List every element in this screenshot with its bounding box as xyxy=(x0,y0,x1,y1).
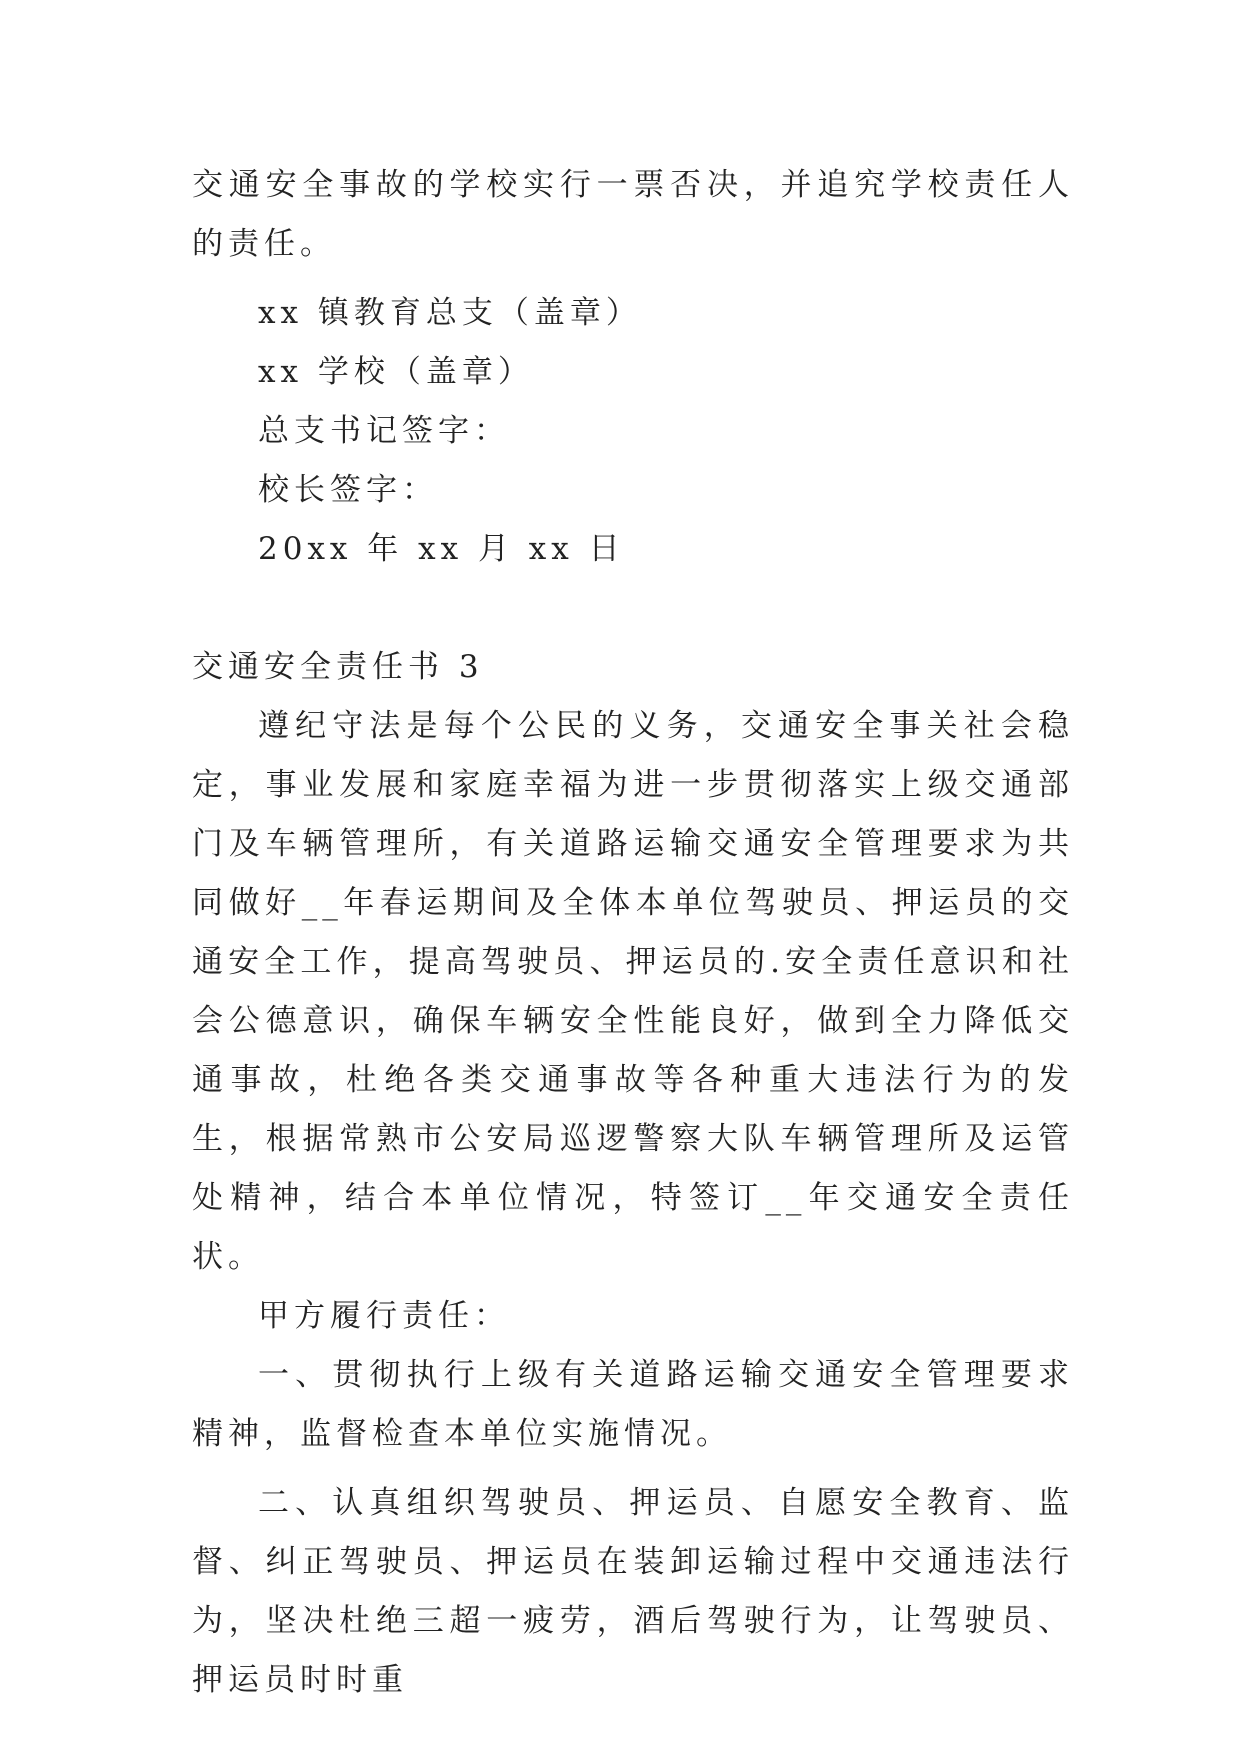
signature-line-date: 20xx 年 xx 月 xx 日 xyxy=(258,531,625,567)
signature-line-principal: 校长签字： xyxy=(258,472,438,508)
responsibility-item-2: 二、认真组织驾驶员、押运员、自愿安全教育、监督、纠正驾驶员、押运员在装卸运输过程中交通违法行为，坚决杜绝三超一疲劳，酒后驾驶行为，让驾驶员、押运员时时重 xyxy=(192,1485,1074,1698)
responsibility-item-1: 一、贯彻执行上级有关道路运输交通安全管理要求精神，监督检查本单位实施情况。 xyxy=(192,1357,1074,1452)
section-title: 交通安全责任书 3 xyxy=(192,649,484,685)
signature-line-secretary: 总支书记签字： xyxy=(258,413,510,449)
intro-paragraph: 遵纪守法是每个公民的义务，交通安全事关社会稳定，事业发展和家庭幸福为进一步贯彻落实上级交通部门及车辆管理所，有关道路运输交通安全管理要求为共同做好__年春运期间及全体本单位驾驶员、押运员的交通安全工作，提高驾驶员、押运员的.安全责任意识和社会公德意识，确保车辆安全性能良好，做到全力降低交通事故，杜绝各类交通事故等各种重大违法行为的发生，根据常熟市公安局巡逻警察大队车辆管理所及运管处精神，结合本单位情况，特签订__年交通安全责任状。 xyxy=(192,708,1074,1275)
section-gap xyxy=(192,579,1074,638)
party-a-heading: 甲方履行责任： xyxy=(258,1298,510,1334)
signature-line-town-office: xx 镇教育总支（盖章） xyxy=(258,295,642,331)
document-body xyxy=(192,156,1074,1710)
signature-line-school: xx 学校（盖章） xyxy=(258,354,534,390)
paragraph-continued: 交通安全事故的学校实行一票否决，并追究学校责任人的责任。 xyxy=(192,167,1074,262)
